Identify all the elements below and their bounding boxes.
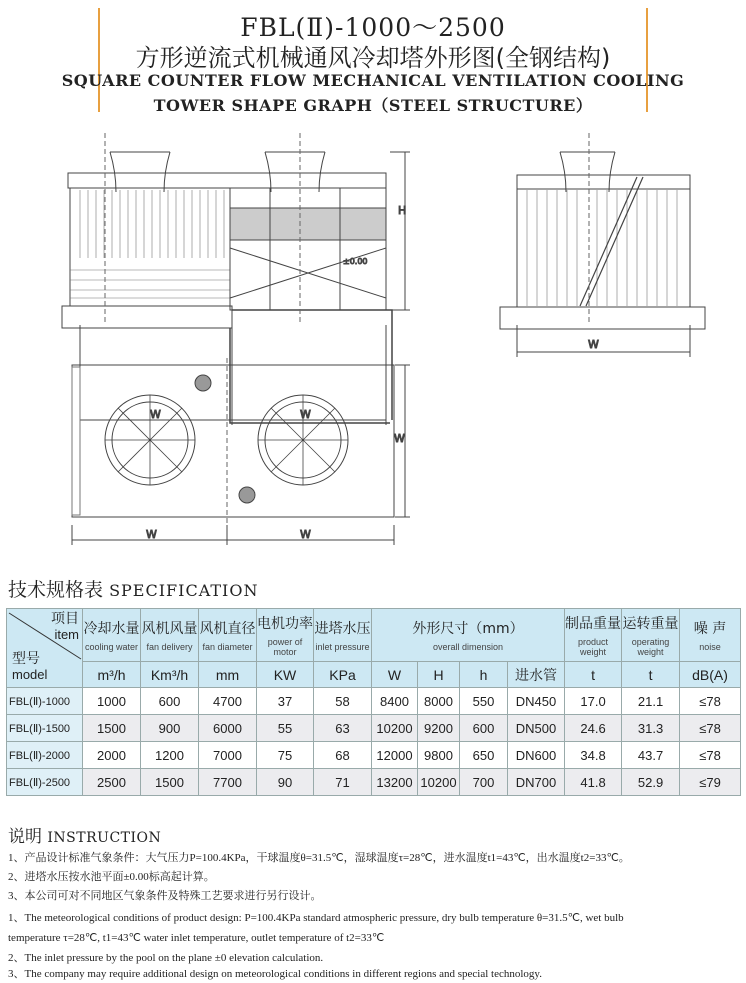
unit-cell: m³/h	[83, 662, 141, 688]
label-w-side: W	[588, 338, 599, 351]
title-en-1: SQUARE COUNTER FLOW MECHANICAL VENTILATION COOLING	[61, 71, 685, 90]
corner-item-zh: 项目	[51, 611, 79, 627]
value-cell: 17.0	[565, 688, 622, 715]
unit-cell: dB(A)	[680, 662, 741, 688]
title-zh: 方形逆流式机械通风冷却塔外形图(全钢结构)	[135, 44, 611, 72]
value-cell: 90	[257, 769, 314, 796]
label-h: H	[398, 204, 407, 217]
unit-cell: KPa	[314, 662, 372, 688]
unit-cell: W	[372, 662, 418, 688]
value-cell: 12000	[372, 742, 418, 769]
label-w-plan-side: W	[394, 432, 405, 445]
unit-cell: H	[418, 662, 460, 688]
model-cell: FBL(Ⅱ)-2000	[7, 742, 83, 769]
value-cell: 10200	[418, 769, 460, 796]
value-cell: ≤79	[680, 769, 741, 796]
title-model: FBL(Ⅱ)-1000～2500	[240, 13, 506, 42]
value-cell: 31.3	[622, 715, 680, 742]
value-cell: 71	[314, 769, 372, 796]
value-cell: 7700	[199, 769, 257, 796]
spec-heading-zh: 技术规格表	[8, 579, 104, 601]
model-cell: FBL(Ⅱ)-1000	[7, 688, 83, 715]
label-w-plan-2: W	[300, 528, 311, 541]
note-en-3: 3、The company may require additional design on meteorological conditions in different regions and special technology.	[8, 968, 542, 980]
value-cell: 550	[460, 688, 508, 715]
instruction-heading-zh: 说明	[8, 827, 42, 847]
header-inlet-pressure: 进塔水压 inlet pressure	[314, 609, 372, 662]
corner-model-en: model	[12, 667, 48, 682]
spec-heading	[8, 578, 258, 603]
note-en-1-cont: temperature τ=28℃, t1=43℃ water inlet temperature, outlet temperature of t2=33℃	[8, 932, 385, 944]
value-cell: DN450	[508, 688, 565, 715]
instruction-heading	[8, 822, 161, 847]
header-operating-weight: 运转重量 operating weight	[622, 609, 680, 662]
value-cell: 650	[460, 742, 508, 769]
unit-cell: mm	[199, 662, 257, 688]
header-overall-dimension: 外形尺寸（mm） overall dimension	[372, 609, 565, 662]
value-cell: 2000	[83, 742, 141, 769]
value-cell: 58	[314, 688, 372, 715]
table-row	[7, 742, 741, 769]
value-cell: DN600	[508, 742, 565, 769]
corner-model-zh: 型号	[12, 651, 40, 667]
table-corner-cell	[7, 609, 83, 688]
units-row	[7, 662, 741, 688]
label-w-front-1: W	[150, 408, 161, 421]
table-row	[7, 715, 741, 742]
value-cell: 21.1	[622, 688, 680, 715]
header-fan-diameter: 风机直径 fan diameter	[199, 609, 257, 662]
value-cell: 9800	[418, 742, 460, 769]
unit-cell: KW	[257, 662, 314, 688]
title-en-2: TOWER SHAPE GRAPH（STEEL STRUCTURE）	[153, 96, 593, 115]
note-zh-2: 2、进塔水压按水池平面±0.00标高起计算。	[8, 871, 215, 883]
value-cell: 68	[314, 742, 372, 769]
value-cell: 63	[314, 715, 372, 742]
corner-item-en: item	[54, 627, 79, 642]
value-cell: 52.9	[622, 769, 680, 796]
value-cell: 7000	[199, 742, 257, 769]
header-fan-delivery: 风机风量 fan delivery	[141, 609, 199, 662]
label-w-plan-1: W	[146, 528, 157, 541]
value-cell: 8400	[372, 688, 418, 715]
unit-cell: t	[565, 662, 622, 688]
model-cell: FBL(Ⅱ)-1500	[7, 715, 83, 742]
spec-table	[6, 608, 741, 796]
value-cell: DN700	[508, 769, 565, 796]
value-cell: ≤78	[680, 742, 741, 769]
value-cell: 1200	[141, 742, 199, 769]
value-cell: 1500	[141, 769, 199, 796]
value-cell: ≤78	[680, 688, 741, 715]
unit-cell: t	[622, 662, 680, 688]
table-row	[7, 769, 741, 796]
value-cell: 41.8	[565, 769, 622, 796]
value-cell: 4700	[199, 688, 257, 715]
table-row	[7, 688, 741, 715]
front-elevation	[62, 130, 410, 425]
value-cell: DN500	[508, 715, 565, 742]
value-cell: 24.6	[565, 715, 622, 742]
value-cell: 34.8	[565, 742, 622, 769]
unit-cell: Km³/h	[141, 662, 199, 688]
unit-cell: 进水管	[508, 662, 565, 688]
value-cell: 1500	[83, 715, 141, 742]
header-cooling-water: 冷却水量 cooling water	[83, 609, 141, 662]
value-cell: 900	[141, 715, 199, 742]
value-cell: 600	[141, 688, 199, 715]
note-en-2: 2、The inlet pressure by the pool on the plane ±0 elevation calculation.	[8, 952, 324, 964]
value-cell: 75	[257, 742, 314, 769]
value-cell: 9200	[418, 715, 460, 742]
value-cell: 6000	[199, 715, 257, 742]
value-cell: 43.7	[622, 742, 680, 769]
value-cell: 13200	[372, 769, 418, 796]
note-zh-3: 3、本公司可对不同地区气象条件及特殊工艺要求进行另行设计。	[8, 890, 322, 902]
instruction-heading-en: INSTRUCTION	[47, 830, 162, 846]
value-cell: ≤78	[680, 715, 741, 742]
value-cell: 1000	[83, 688, 141, 715]
value-cell: 600	[460, 715, 508, 742]
value-cell: 55	[257, 715, 314, 742]
header-product-weight: 制品重量 product weight	[565, 609, 622, 662]
header-motor-power: 电机功率 power of motor	[257, 609, 314, 662]
value-cell: 10200	[372, 715, 418, 742]
side-elevation	[500, 130, 705, 357]
unit-cell: h	[460, 662, 508, 688]
value-cell: 37	[257, 688, 314, 715]
value-cell: 2500	[83, 769, 141, 796]
note-zh-1: 1、产品设计标准气象条件：大气压力P=100.4KPa，干球温度θ=31.5℃，湿球温度τ=28℃，进水温度t1=43℃，出水温度t2=33℃。	[8, 852, 630, 864]
label-w-front-2: W	[300, 408, 311, 421]
value-cell: 700	[460, 769, 508, 796]
plan-view	[72, 358, 410, 545]
note-en-1: 1、The meteorological conditions of product design: P=100.4KPa standard atmospheric pressure, dry bulb temperature θ=31.5℃, wet bulb	[8, 912, 624, 924]
model-cell: FBL(Ⅱ)-2500	[7, 769, 83, 796]
value-cell: 8000	[418, 688, 460, 715]
header-noise: 噪 声 noise	[680, 609, 741, 662]
tower-drawings	[0, 130, 746, 570]
label-level: ±0.00	[343, 257, 368, 266]
spec-heading-en: SPECIFICATION	[109, 581, 259, 600]
